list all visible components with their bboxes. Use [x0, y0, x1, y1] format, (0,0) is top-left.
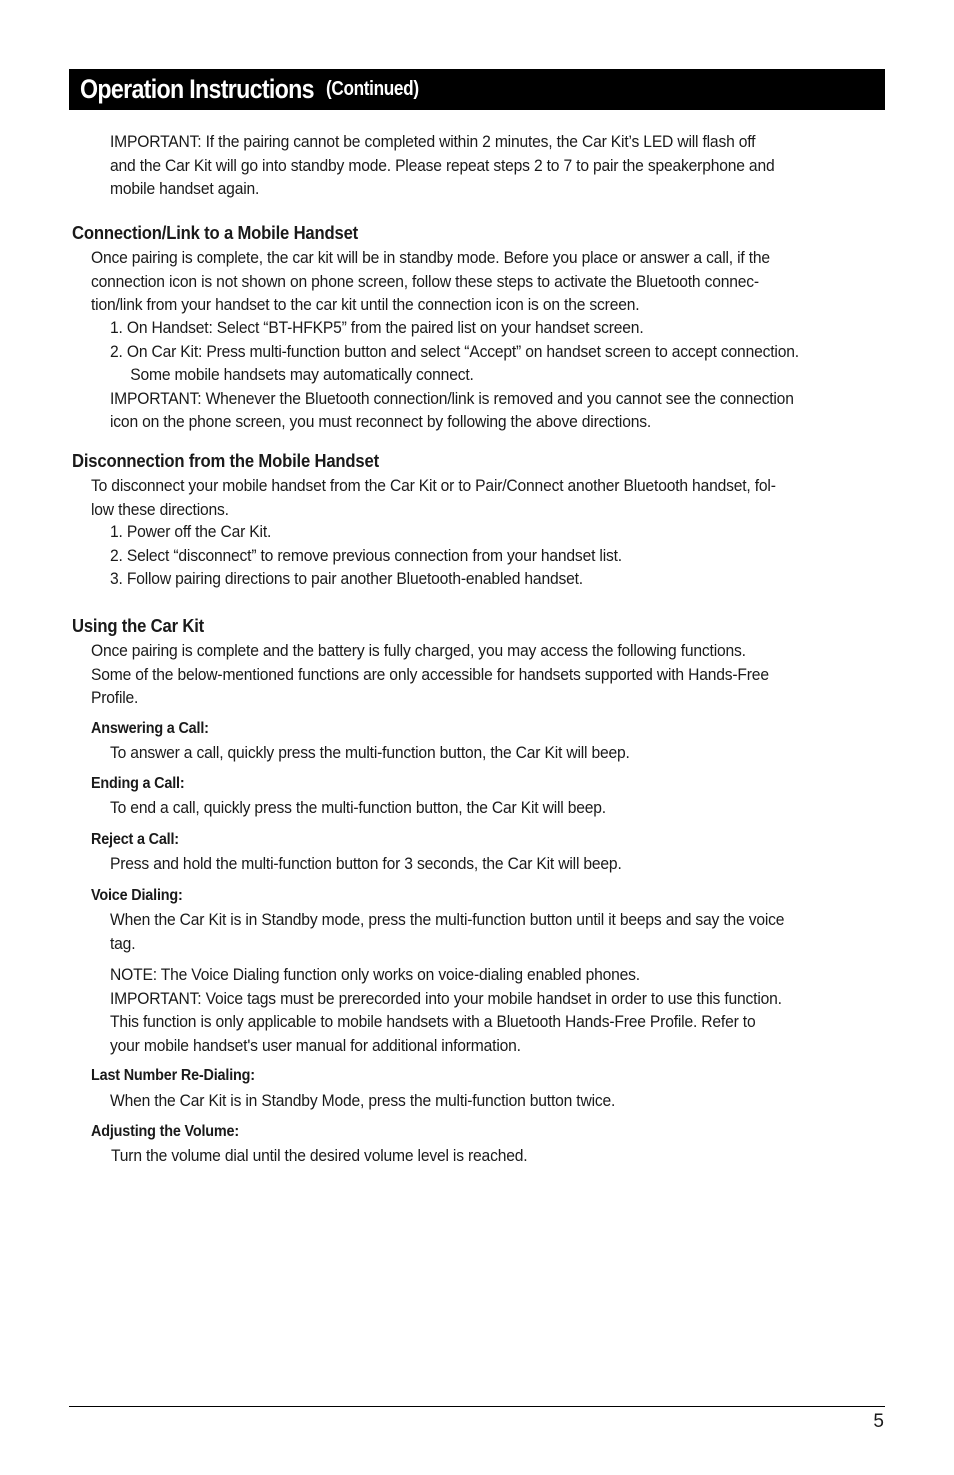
- text-line: low these directions.: [91, 499, 229, 519]
- page-number: 5: [873, 1411, 884, 1432]
- text-line: connection icon is not shown on phone screen, follow these steps to activate the Bluetooth connec-: [91, 271, 759, 291]
- text-line: tag.: [110, 933, 136, 953]
- text-line: Once pairing is complete, the car kit will be in standby mode. Before you place or answer a call, if the: [91, 248, 770, 267]
- answering-text: To answer a call, quickly press the multi-function button, the Car Kit will beep.: [110, 743, 630, 762]
- voice-note-block: [110, 963, 782, 1057]
- voice-text: [110, 908, 784, 955]
- page-title: Operation Instructions: [80, 74, 314, 104]
- section-header-bar: [69, 69, 885, 110]
- voice-important-line: your mobile handset's user manual for additional information.: [110, 1035, 521, 1055]
- disconnection-step: 1. Power off the Car Kit.: [110, 522, 272, 541]
- volume-heading: Adjusting the Volume:: [91, 1123, 239, 1140]
- voice-note: NOTE: The Voice Dialing function only works on voice-dialing enabled phones.: [110, 965, 640, 984]
- connection-steps: [110, 316, 799, 434]
- ending-heading: Ending a Call:: [91, 775, 185, 792]
- disconnection-heading: Disconnection from the Mobile Handset: [72, 450, 379, 471]
- redial-heading: Last Number Re-Dialing:: [91, 1067, 255, 1084]
- text-line: IMPORTANT: If the pairing cannot be completed within 2 minutes, the Car Kit’s LED will flash off: [110, 132, 756, 151]
- answering-heading: Answering a Call:: [91, 720, 209, 737]
- voice-heading: Voice Dialing:: [91, 887, 183, 904]
- footer-divider: [69, 1406, 885, 1407]
- redial-text: When the Car Kit is in Standby Mode, press the multi-function button twice.: [110, 1091, 616, 1110]
- connection-important-line: IMPORTANT: Whenever the Bluetooth connection/link is removed and you cannot see the connection: [110, 388, 794, 408]
- volume-text: Turn the volume dial until the desired volume level is reached.: [111, 1146, 528, 1165]
- connection-important-line: icon on the phone screen, you must reconnect by following the above directions.: [110, 412, 652, 431]
- disconnection-steps: [110, 520, 622, 591]
- intro-important-paragraph: [110, 130, 774, 201]
- ending-text: To end a call, quickly press the multi-function button, the Car Kit will beep.: [110, 798, 606, 817]
- text-line: mobile handset again.: [110, 179, 260, 198]
- disconnection-step: 3. Follow pairing directions to pair another Bluetooth-enabled handset.: [110, 569, 583, 588]
- connection-step-2-continued: Some mobile handsets may automatically connect.: [130, 365, 474, 384]
- page-subtitle: (Continued): [325, 78, 419, 100]
- text-line: Profile.: [91, 688, 139, 707]
- voice-important-line: IMPORTANT: Voice tags must be prerecorded into your mobile handset in order to use this function.: [110, 988, 782, 1008]
- connection-step-2: 2. On Car Kit: Press multi-function button and select “Accept” on handset screen to accept connection.: [110, 341, 799, 361]
- disconnection-body: [91, 474, 776, 521]
- reject-heading: Reject a Call:: [91, 831, 179, 848]
- voice-important-line: This function is only applicable to mobile handsets with a Bluetooth Hands-Free Profile. Refer to: [110, 1012, 756, 1031]
- disconnection-step: 2. Select “disconnect” to remove previous connection from your handset list.: [110, 545, 622, 565]
- text-line: When the Car Kit is in Standby mode, press the multi-function button until it beeps and say the voice: [110, 910, 785, 929]
- connection-body: [91, 246, 770, 317]
- using-heading: Using the Car Kit: [72, 615, 205, 636]
- text-line: Once pairing is complete and the battery is fully charged, you may access the following functions.: [91, 641, 746, 660]
- text-line: and the Car Kit will go into standby mode. Please repeat steps 2 to 7 to pair the speakerphone and: [110, 155, 775, 175]
- reject-text: Press and hold the multi-function button for 3 seconds, the Car Kit will beep.: [110, 854, 622, 873]
- text-line: tion/link from your handset to the car kit until the connection icon is on the screen.: [91, 295, 640, 314]
- text-line: To disconnect your mobile handset from the Car Kit or to Pair/Connect another Bluetooth handset, fol-: [91, 476, 776, 495]
- connection-heading: Connection/Link to a Mobile Handset: [72, 222, 359, 243]
- connection-step-1: 1. On Handset: Select “BT-HFKP5” from the paired list on your handset screen.: [110, 318, 644, 337]
- using-body: [91, 639, 769, 710]
- text-line: Some of the below-mentioned functions are only accessible for handsets supported with Hands-Free: [91, 664, 769, 684]
